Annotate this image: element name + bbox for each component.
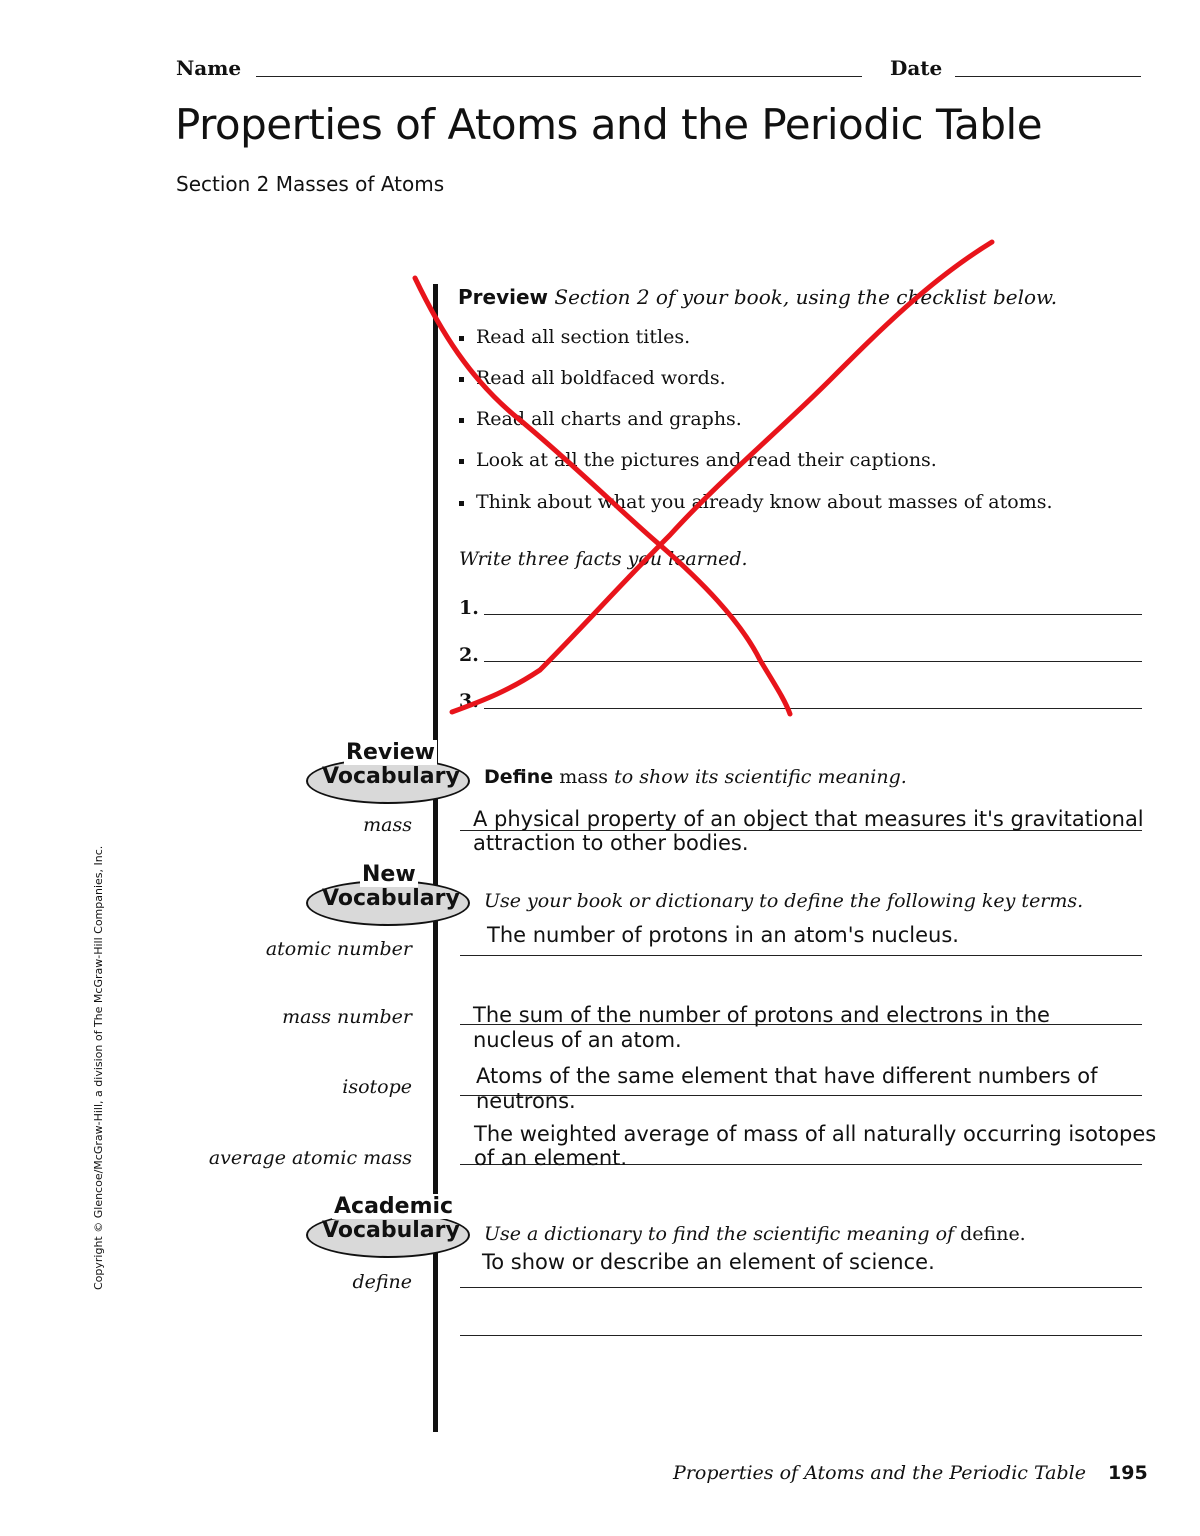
term-label: atomic number — [265, 938, 412, 960]
badge-bottom-label: Vocabulary — [322, 1218, 460, 1243]
fact-number: 2. — [459, 644, 479, 666]
badge-top-label: Review — [346, 740, 435, 765]
checklist-item: Look at all the pictures and read their captions. — [459, 449, 937, 471]
preview-lead-italic: Section 2 of your book, using the checklist below. — [554, 285, 1058, 309]
handwritten-answer: attraction to other bodies. — [473, 831, 749, 855]
definition-line[interactable] — [460, 955, 1142, 956]
cross-stroke — [415, 278, 790, 714]
term-label: isotope — [342, 1076, 412, 1098]
term-label: average atomic mass — [208, 1147, 412, 1169]
handwritten-answer: The sum of the number of protons and electrons in the — [473, 1003, 1050, 1027]
handwritten-answer: neutrons. — [476, 1089, 576, 1113]
badge-top-label: New — [362, 862, 416, 887]
footer-title: Properties of Atoms and the Periodic Table — [673, 1462, 1086, 1484]
checklist-item: Read all section titles. — [459, 326, 690, 348]
term-label: mass number — [282, 1006, 412, 1028]
section-subtitle: Section 2 Masses of Atoms — [176, 172, 445, 196]
checklist-item: Read all boldfaced words. — [459, 367, 726, 389]
new-vocab-instructions: Use your book or dictionary to define the following key terms. — [484, 890, 1084, 912]
academic-instructions-text: Use a dictionary to find the scientific meaning of — [484, 1223, 955, 1245]
badge-bottom-label: Vocabulary — [322, 764, 460, 789]
handwritten-answer: nucleus of an atom. — [473, 1028, 682, 1052]
facts-prompt: Write three facts you learned. — [459, 548, 748, 570]
handwritten-answer: To show or describe an element of science. — [482, 1250, 935, 1274]
review-vocabulary-badge — [304, 740, 472, 804]
badge-bottom-label: Vocabulary — [322, 886, 460, 911]
handwritten-answer: of an element. — [474, 1146, 628, 1170]
name-label: Name — [176, 56, 242, 80]
checklist-item: Read all charts and graphs. — [459, 408, 742, 430]
new-vocabulary-badge — [304, 862, 472, 926]
fact-number: 3. — [459, 690, 479, 712]
page-number: 195 — [1108, 1462, 1148, 1484]
review-instructions — [484, 766, 907, 788]
definition-line[interactable] — [460, 1287, 1142, 1288]
checklist-item: Think about what you already know about masses of atoms. — [459, 491, 1053, 513]
definition-line[interactable] — [460, 1335, 1142, 1336]
academic-instructions — [484, 1223, 1026, 1245]
term-label: mass — [363, 814, 412, 836]
review-instructions-text: to show its scientific meaning. — [614, 766, 907, 788]
handwritten-answer: A physical property of an object that measures it's gravitational — [473, 807, 1144, 831]
page-title: Properties of Atoms and the Periodic Table — [175, 100, 1043, 149]
handwritten-answer: The number of protons in an atom's nucleus. — [487, 923, 959, 947]
date-label: Date — [890, 56, 943, 80]
define-keyword: define. — [960, 1223, 1026, 1245]
cross-stroke — [452, 242, 992, 712]
mass-keyword: mass — [559, 766, 609, 788]
badge-top-label: Academic — [334, 1194, 454, 1219]
academic-vocabulary-badge — [304, 1194, 472, 1258]
handwritten-answer: The weighted average of mass of all naturally occurring isotopes — [474, 1122, 1157, 1146]
copyright-notice: Copyright © Glencoe/McGraw-Hill, a division of The McGraw-Hill Companies, Inc. — [92, 845, 105, 1290]
handwritten-answer: Atoms of the same element that have different numbers of — [476, 1064, 1098, 1088]
fact-number: 1. — [459, 597, 479, 619]
define-keyword: Define — [484, 766, 554, 788]
preview-lead: Preview — [458, 285, 549, 309]
term-label: define — [352, 1271, 412, 1293]
